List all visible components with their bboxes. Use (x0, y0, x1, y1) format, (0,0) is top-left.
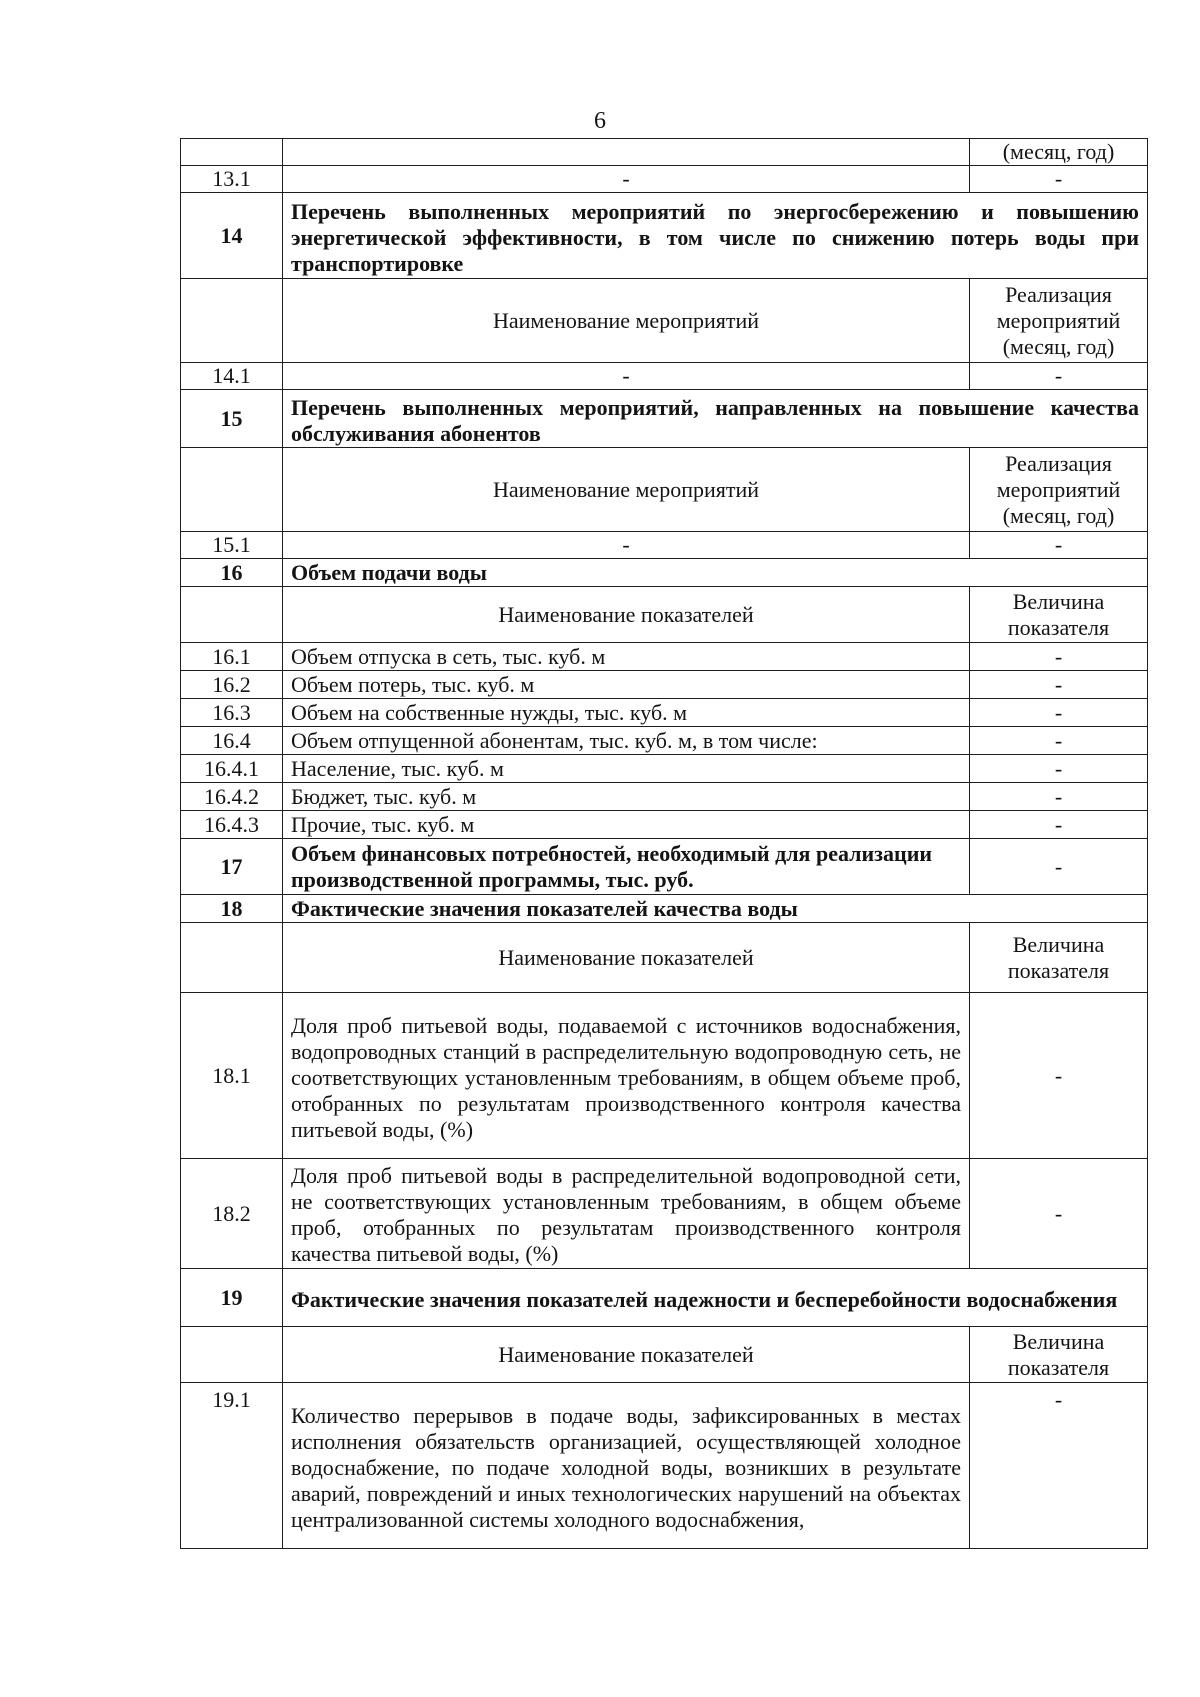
num-cell (181, 279, 283, 363)
section-number: 19 (181, 1269, 283, 1327)
num-cell (181, 139, 283, 166)
table-row (181, 166, 1148, 193)
value-cell: - (970, 993, 1148, 1159)
num-cell: 14.1 (181, 363, 283, 390)
table-row (181, 783, 1148, 811)
section-number: 15 (181, 390, 283, 448)
num-cell (181, 1327, 283, 1383)
production-program-table (180, 138, 1148, 1549)
num-cell: 16.4.3 (181, 811, 283, 839)
section-title: Перечень выполненных мероприятий, направленных на повышение качества обслуживания абонентов (283, 390, 1148, 448)
table-row (181, 811, 1148, 839)
num-cell: 16.4 (181, 727, 283, 755)
section-row-17 (181, 839, 1148, 895)
column-header-name: Наименование показателей (283, 923, 970, 993)
section-title: Фактические значения показателей качества воды (283, 895, 1148, 923)
section-row-14 (181, 193, 1148, 279)
value-cell: - (970, 1383, 1148, 1549)
value-cell: - (970, 671, 1148, 699)
value-cell: - (970, 363, 1148, 390)
table-row (181, 1383, 1148, 1549)
column-header-name: Наименование показателей (283, 587, 970, 643)
num-cell (181, 923, 283, 993)
name-cell: Объем отпуска в сеть, тыс. куб. м (283, 643, 970, 671)
name-cell: - (283, 363, 970, 390)
value-cell: (месяц, год) (970, 139, 1148, 166)
column-header-value: Величина показателя (970, 1327, 1148, 1383)
section-row-18 (181, 895, 1148, 923)
value-cell: - (970, 811, 1148, 839)
name-cell (283, 139, 970, 166)
name-cell: - (283, 532, 970, 559)
num-cell (181, 587, 283, 643)
value-cell: - (970, 166, 1148, 193)
name-cell: Количество перерывов в подаче воды, зафиксированных в местах исполнения обязательств организацией, осуществляющей холодное водоснабжение, по подаче холодной воды, возникших в результате аварий, повреждений и иных технологических нарушений на объектах централизованной системы холодного водоснабжения, (283, 1383, 970, 1549)
table-row (181, 532, 1148, 559)
num-cell: 16.1 (181, 643, 283, 671)
header-row (181, 448, 1148, 532)
table-row (181, 727, 1148, 755)
table-row (181, 643, 1148, 671)
section-number: 16 (181, 559, 283, 587)
section-title: Объем подачи воды (283, 559, 1148, 587)
table-row (181, 671, 1148, 699)
column-header-name: Наименование мероприятий (283, 448, 970, 532)
name-cell: Объем финансовых потребностей, необходимый для реализации производственной программы, тыс. руб. (283, 839, 970, 895)
value-cell: - (970, 699, 1148, 727)
column-header-name: Наименование мероприятий (283, 279, 970, 363)
table-row (181, 1159, 1148, 1269)
table-row (181, 139, 1148, 166)
num-cell (181, 448, 283, 532)
table-row (181, 363, 1148, 390)
column-header-name: Наименование показателей (283, 1327, 970, 1383)
num-cell: 18.1 (181, 993, 283, 1159)
section-row-19 (181, 1269, 1148, 1327)
header-row (181, 279, 1148, 363)
num-cell: 18.2 (181, 1159, 283, 1269)
section-number: 18 (181, 895, 283, 923)
name-cell: Доля проб питьевой воды в распределительной водопроводной сети, не соответствующих установленным требованиям, в общем объеме проб, отобранных по результатам производственного контроля качества питьевой воды, (%) (283, 1159, 970, 1269)
name-cell: Объем отпущенной абонентам, тыс. куб. м, в том числе: (283, 727, 970, 755)
page-number: 6 (594, 108, 606, 134)
name-cell: Доля проб питьевой воды, подаваемой с источников водоснабжения, водопроводных станций в распределительную водопроводную сеть, не соответствующих установленным требованиям, в общем объеме проб, отобранных по результатам производственного контроля качества питьевой воды, (%) (283, 993, 970, 1159)
value-cell: - (970, 643, 1148, 671)
name-cell: Объем потерь, тыс. куб. м (283, 671, 970, 699)
num-cell: 16.2 (181, 671, 283, 699)
section-number: 14 (181, 193, 283, 279)
value-cell: - (970, 727, 1148, 755)
column-header-value: Величина показателя (970, 587, 1148, 643)
table-row (181, 993, 1148, 1159)
header-row (181, 1327, 1148, 1383)
value-cell: - (970, 839, 1148, 895)
section-row-16 (181, 559, 1148, 587)
table-row (181, 699, 1148, 727)
name-cell: Прочие, тыс. куб. м (283, 811, 970, 839)
header-row (181, 587, 1148, 643)
name-cell: Бюджет, тыс. куб. м (283, 783, 970, 811)
name-cell: Объем на собственные нужды, тыс. куб. м (283, 699, 970, 727)
value-cell: - (970, 532, 1148, 559)
value-cell: - (970, 783, 1148, 811)
num-cell: 16.4.1 (181, 755, 283, 783)
section-title: Фактические значения показателей надежности и бесперебойности водоснабжения (283, 1269, 1148, 1327)
num-cell: 15.1 (181, 532, 283, 559)
num-cell: 19.1 (181, 1383, 283, 1549)
num-cell: 16.4.2 (181, 783, 283, 811)
column-header-value: Реализация мероприятий (месяц, год) (970, 279, 1148, 363)
num-cell: 16.3 (181, 699, 283, 727)
name-cell: - (283, 166, 970, 193)
value-cell: - (970, 1159, 1148, 1269)
section-row-15 (181, 390, 1148, 448)
table-row (181, 755, 1148, 783)
name-cell: Население, тыс. куб. м (283, 755, 970, 783)
section-number: 17 (181, 839, 283, 895)
value-cell: - (970, 755, 1148, 783)
section-title: Перечень выполненных мероприятий по энергосбережению и повышению энергетической эффективности, в том числе по снижению потерь воды при транспортировке (283, 193, 1148, 279)
header-row (181, 923, 1148, 993)
column-header-value: Реализация мероприятий (месяц, год) (970, 448, 1148, 532)
column-header-value: Величина показателя (970, 923, 1148, 993)
num-cell: 13.1 (181, 166, 283, 193)
